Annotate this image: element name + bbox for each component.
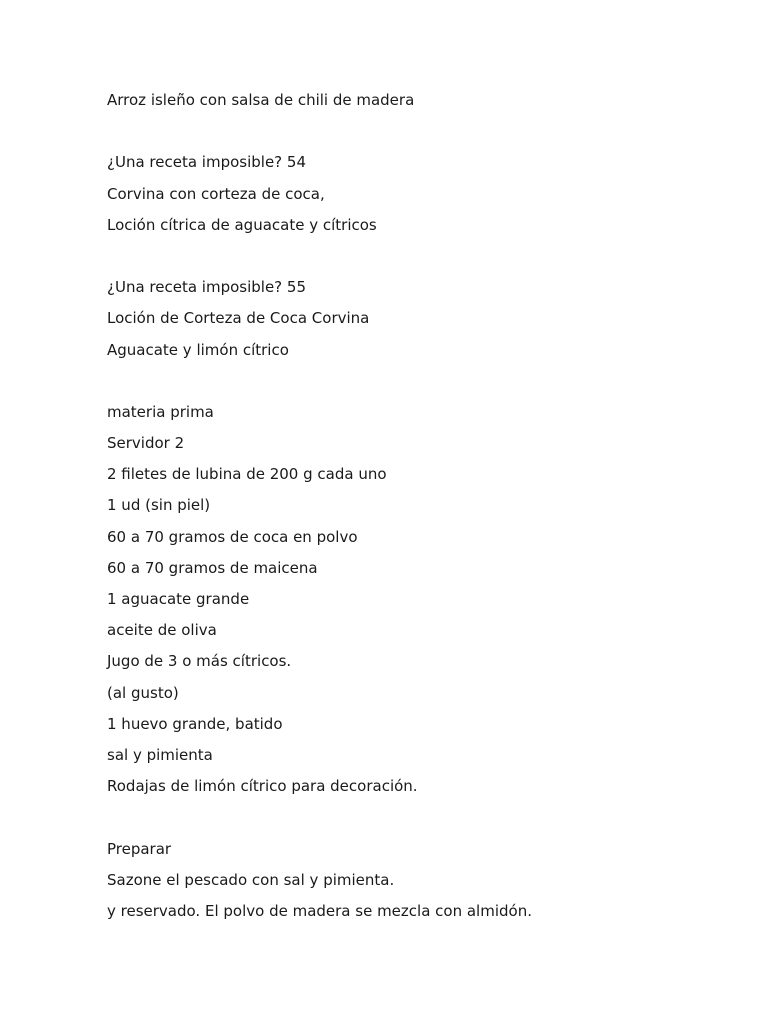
line-6: ¿Una receta imposible? 55 bbox=[107, 278, 306, 297]
line-15: 60 a 70 gramos de maicena bbox=[107, 558, 318, 577]
line-10: materia prima bbox=[107, 402, 214, 421]
line-19: (al gusto) bbox=[107, 683, 179, 702]
line-4: Loción cítrica de aguacate y cítricos bbox=[107, 215, 377, 234]
line-24: Preparar bbox=[107, 839, 172, 858]
line-2: ¿Una receta imposible? 54 bbox=[107, 153, 306, 172]
blank-line bbox=[107, 369, 727, 400]
line-26: y reservado. El polvo de madera se mezcla con almidón. bbox=[107, 901, 532, 920]
line-22: Rodajas de limón cítrico para decoración. bbox=[107, 777, 418, 796]
line-18: Jugo de 3 o más cítricos. bbox=[107, 652, 292, 671]
blank-line bbox=[107, 244, 727, 275]
line-16: 1 aguacate grande bbox=[107, 590, 250, 608]
line-13: 1 ud (sin piel) bbox=[107, 496, 211, 515]
line-11: Servidor 2 bbox=[107, 434, 185, 453]
line-12: 2 filetes de lubina de 200 g cada uno bbox=[107, 465, 387, 484]
blank-line bbox=[107, 805, 727, 836]
line-25: Sazone el pescado con sal y pimienta. bbox=[107, 870, 395, 889]
line-0: Arroz isleño con salsa de chili de madera bbox=[107, 91, 415, 109]
blank-line bbox=[107, 119, 727, 150]
line-3: Corvina con corteza de coca, bbox=[107, 184, 325, 203]
line-20: 1 huevo grande, batido bbox=[107, 714, 283, 733]
document-body bbox=[107, 88, 727, 930]
line-8: Aguacate y limón cítrico bbox=[107, 340, 289, 359]
line-14: 60 a 70 gramos de coca en polvo bbox=[107, 527, 358, 546]
line-17: aceite de oliva bbox=[107, 621, 217, 640]
line-7: Loción de Corteza de Coca Corvina bbox=[107, 309, 370, 328]
line-21: sal y pimienta bbox=[107, 745, 213, 764]
